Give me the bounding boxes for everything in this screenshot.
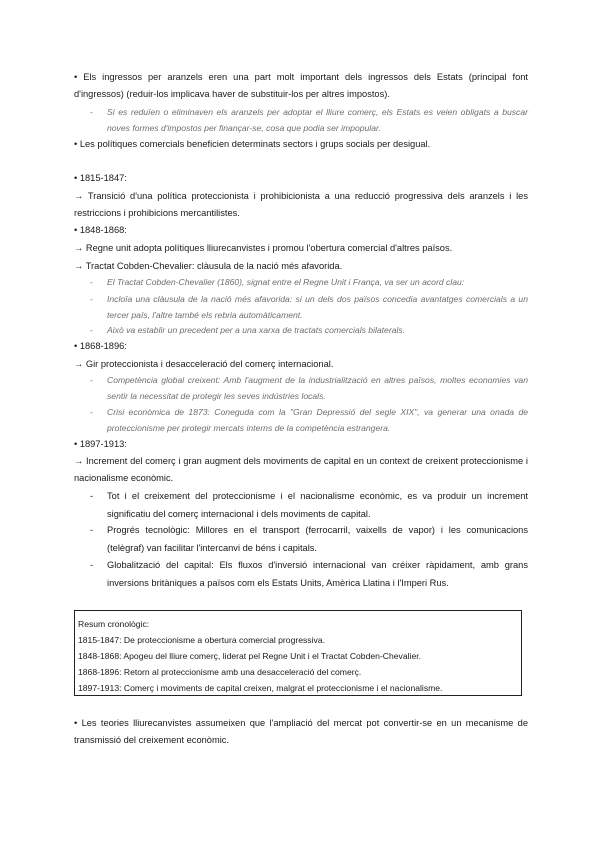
dash-marker: -: [90, 525, 94, 535]
subpoint-text: El Tractat Cobden-Chevalier (1860), signat entre el Regne Unit i França, va ser un acord clau:: [107, 277, 465, 287]
period-1848-sub-1: [90, 274, 528, 290]
period-1848-sub-3: [90, 322, 528, 338]
paragraph-free-trade-theories: • Les teories lliurecanvistes assumeixen que l'ampliació del mercat pot convertir-se en un mecanisme de transmissió del creixement econòmic.: [74, 718, 528, 745]
summary-line-1815: 1815-1847: De proteccionisme a obertura comercial progressiva.: [78, 635, 325, 645]
paragraph-trade-policies: • Les polítiques comercials beneficien determinats sectors i grups socials per desigual.: [74, 139, 431, 149]
dash-marker: -: [90, 375, 93, 385]
period-1897-arrow: → Increment del comerç i gran augment dels moviments de capital en un context de creixent proteccionisme i nacionalisme econòmic.: [74, 456, 528, 483]
subpoint-text: Incloïa una clàusula de la nació més afavorida: si un dels dos països concedia avantatges comercials a un tercer país, l'altre també els rebria automàticament.: [107, 294, 528, 320]
subpoint-tariff-replacement: [90, 104, 528, 136]
period-1897-sub-2: [90, 522, 528, 557]
subpoint-text: Això va establir un precedent per a una xarxa de tractats comercials bilaterals.: [107, 325, 406, 335]
paragraph-tariff-revenue: • Els ingressos per aranzels eren una part molt important dels ingressos dels Estats (principal font d'ingressos) (reduir-los implicava haver de substituir-los per altres impostos).: [74, 72, 528, 99]
period-1848-sub-2: [90, 291, 528, 323]
period-1848-arrow-2: → Tractat Cobden-Chevalier: clàusula de la nació més afavorida.: [74, 261, 343, 271]
period-heading-1815: • 1815-1847:: [74, 173, 127, 183]
period-1897-sub-3: [90, 557, 528, 592]
period-1868-sub-1: [90, 372, 528, 404]
summary-box: [74, 610, 522, 696]
subpoint-text: Tot i el creixement del proteccionisme i el nacionalisme econòmic, es va produir un increment significatiu del comerç internacional i dels moviments de capital.: [107, 491, 528, 519]
dash-marker: -: [90, 107, 93, 117]
period-1868-sub-2: [90, 404, 528, 436]
summary-line-1848: 1848-1868: Apogeu del lliure comerç, liderat pel Regne Unit i el Tractat Cobden-Chevalier.: [78, 651, 421, 661]
period-heading-1868: • 1868-1896:: [74, 341, 127, 351]
dash-marker: -: [90, 325, 93, 335]
dash-marker: -: [90, 491, 94, 501]
period-heading-1897: • 1897-1913:: [74, 439, 127, 449]
period-1848-arrow-1: → Regne unit adopta polítiques lliurecanvistes i promou l'obertura comercial d'altres països.: [74, 243, 453, 253]
subpoint-text: Progrés tecnològic: Millores en el transport (ferrocarril, vaixells de vapor) i les comunicacions (telègraf) van facilitar l'intercanvi de béns i capitals.: [107, 525, 528, 553]
dash-marker: -: [90, 560, 94, 570]
subpoint-text: Competència global creixent: Amb l'augment de la industrialització en altres països, moltes economies van sentir la necessitat de protegir les seves indústries locals.: [107, 375, 528, 401]
dash-marker: -: [90, 277, 93, 287]
period-1897-sub-1: [90, 488, 528, 523]
summary-title: Resum cronològic:: [78, 619, 150, 629]
summary-line-1868: 1868-1896: Retorn al proteccionisme amb una desacceleració del comerç.: [78, 667, 362, 677]
period-1868-arrow: → Gir proteccionista i desacceleració del comerç internacional.: [74, 359, 334, 369]
period-heading-1848: • 1848-1868:: [74, 225, 127, 235]
subpoint-text: Si es reduïen o eliminaven els aranzels per adoptar el lliure comerç, els Estats es veien obligats a buscar noves formes d'impostos per finançar-se, cosa que podia ser impopular.: [107, 107, 528, 133]
subpoint-text: Globalització del capital: Els fluxos d'inversió internacional van créixer ràpidament, amb grans inversions britàniques a països com els Estats Units, Amèrica Llatina i l'Imperi Rus.: [107, 560, 528, 588]
dash-marker: -: [90, 294, 93, 304]
summary-line-1897: 1897-1913: Comerç i moviments de capital creixen, malgrat el proteccionisme i el nacionalisme.: [78, 683, 443, 693]
dash-marker: -: [90, 407, 93, 417]
subpoint-text: Crisi econòmica de 1873: Coneguda com la "Gran Depressió del segle XIX", va generar una onada de proteccionisme per protegir mercats interns de la competència estrangera.: [107, 407, 528, 433]
period-1815-arrow: → Transició d'una política proteccionista i prohibicionista a una reducció progressiva dels aranzels i les restriccions i prohibicions mercantilistes.: [74, 191, 528, 218]
